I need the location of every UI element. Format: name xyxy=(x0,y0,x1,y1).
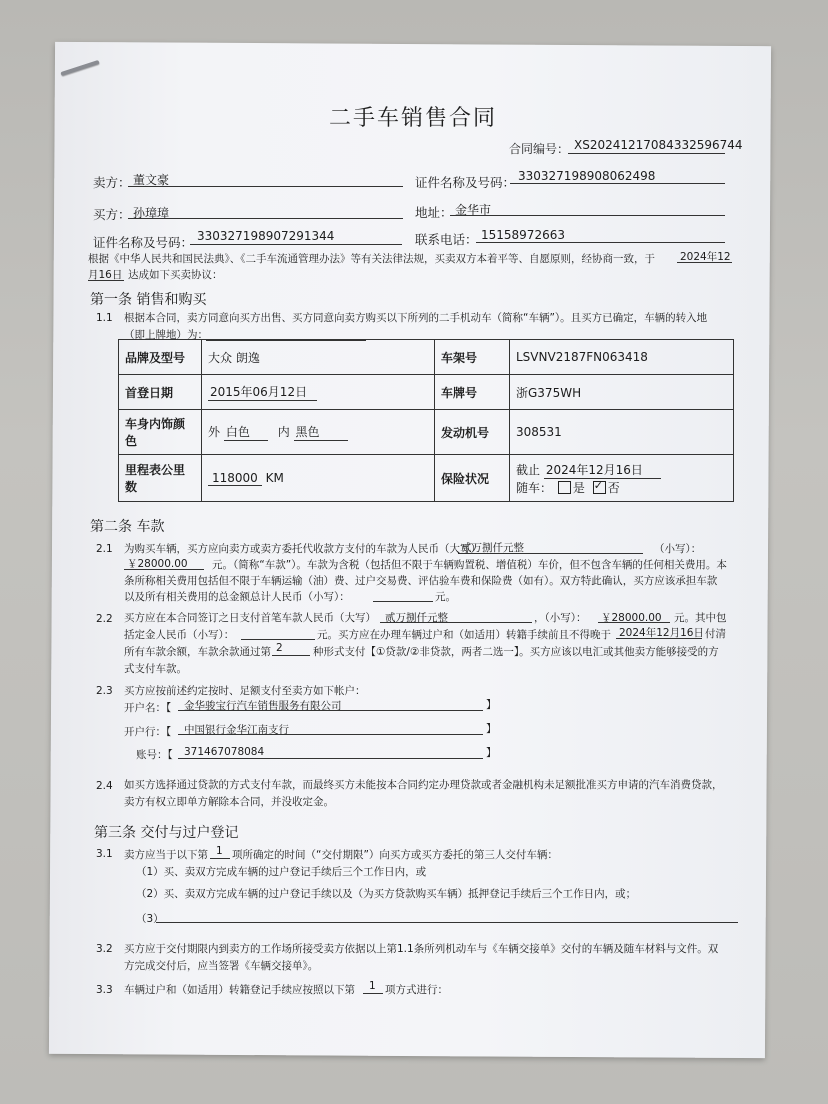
insurance-until-value: 2024年12月16日 xyxy=(544,461,661,479)
color-in-prefix: 内 xyxy=(277,425,290,439)
account-no: 371467078084 xyxy=(184,746,265,758)
clause-2-1-lower: ￥28000.00 xyxy=(127,558,188,570)
buyer-name: 孙璋璋 xyxy=(133,206,170,220)
insurance-label: 保险状况 xyxy=(435,455,510,502)
plate-value: 浙G375WH xyxy=(510,375,734,410)
account-name: 金华骏宝行汽车销售服务有限公司 xyxy=(184,700,342,712)
clause-2-2-line1c: 元。其中包 xyxy=(674,612,727,624)
preamble-date-2: 月16日 xyxy=(88,269,123,281)
clause-1-1-number: 1.1 xyxy=(96,312,113,324)
buyer-id-label: 证件名称及号码： xyxy=(93,235,194,250)
mileage-cell xyxy=(202,455,435,502)
color-out-value: 白色 xyxy=(224,423,268,441)
insurance-cell xyxy=(510,455,734,502)
clause-3-1-number: 3.1 xyxy=(96,848,113,860)
account-name-label: 开户名：【 xyxy=(124,702,172,714)
clause-2-1-line4b: 元。 xyxy=(435,591,456,603)
clause-3-1-line1b: 项所确定的时间（“交付期限”）向买方或买方委托的第三人交付车辆： xyxy=(232,849,558,861)
clause-2-2-method: 2 xyxy=(276,642,283,654)
buyer-label: 买方： xyxy=(93,207,131,222)
clause-3-2-number: 3.2 xyxy=(96,943,113,955)
article-3-heading: 第三条 交付与过户登记 xyxy=(94,825,239,841)
color-cell xyxy=(202,410,435,455)
preamble-line2: 达成如下买卖协议： xyxy=(128,269,223,281)
clause-2-4-line2: 卖方有权立即单方解除本合同，并没收定金。 xyxy=(124,796,334,808)
clause-3-3-number: 3.3 xyxy=(96,984,113,996)
yes-label: 是 xyxy=(572,480,585,495)
clause-1-1-line2: （即上牌地）为： xyxy=(124,329,208,341)
buyer-phone-label: 联系电话： xyxy=(415,232,478,247)
clause-2-2-date: 2024年12月16日 xyxy=(619,627,704,639)
clause-3-1-option2: （2）买、卖双方完成车辆的过户登记手续以及（为买方贷款购买车辆）抵押登记手续后三个工作日内，或； xyxy=(136,888,637,900)
mileage-unit: KM xyxy=(265,470,284,485)
clause-3-1-item: 1 xyxy=(216,845,223,857)
clause-2-2-lower: ￥28000.00 xyxy=(601,612,662,624)
with-car-label: 随车： xyxy=(516,480,553,495)
insurance-until-label: 截止 xyxy=(516,462,541,477)
reg-date-cell xyxy=(202,375,435,410)
mileage-value: 118000 xyxy=(208,471,262,486)
clause-3-2-line1: 买方应于交付期限内到卖方的工作场所接受卖方依据以上第1.1条所列机动车与《车辆交接单》交付的车辆及随车材料与文件。双 xyxy=(124,943,719,955)
contract-no-value: XS20241217084332596744 xyxy=(574,138,743,152)
clause-2-1-upper: 贰万捌仟元整 xyxy=(461,542,524,554)
clause-2-4-line1: 如买方选择通过贷款的方式支付车款，而最终买方未能按本合同约定办理贷款或者金融机构未足额批准买方申请的汽车消费贷款， xyxy=(124,779,723,791)
contract-no-label: 合同编号： xyxy=(509,142,570,156)
clause-3-3-item: 1 xyxy=(369,980,376,992)
reg-date-value: 2015年06月12日 xyxy=(208,383,317,401)
clause-3-1-line1a: 卖方应当于以下第 xyxy=(124,849,208,861)
seller-id: 330327198908062498 xyxy=(518,169,656,183)
clause-2-2-line4: 式支付车款。 xyxy=(124,663,187,675)
bank-label: 开户行：【 xyxy=(124,726,172,738)
seller-name: 董文豪 xyxy=(133,173,170,187)
clause-2-2-line2c: 付清 xyxy=(705,628,726,640)
engine-label: 发动机号 xyxy=(435,410,510,455)
clause-2-2-line3a: 所有车款余额，车款余款通过第 xyxy=(124,646,271,658)
clause-2-1-line4a: 以及所有相关费用的总金额总计人民币（小写）： xyxy=(124,591,350,603)
clause-2-2-upper: 贰万捌仟元整 xyxy=(385,612,448,624)
bank-close: 】 xyxy=(486,723,497,735)
buyer-phone: 15158972663 xyxy=(481,228,565,242)
clause-2-4-number: 2.4 xyxy=(96,780,113,792)
buyer-addr-label: 地址： xyxy=(415,205,453,220)
account-name-close: 】 xyxy=(486,699,497,711)
vehicle-info-table xyxy=(118,339,734,502)
seller-label: 卖方： xyxy=(93,175,131,190)
clause-2-1-line2: 元。（简称“车款”）。车款为含税（包括但不限于车辆购置税、增值税）车价，但不包含车辆的任何相关费用。本 xyxy=(212,559,727,571)
engine-value: 308531 xyxy=(510,410,734,455)
clause-3-2-line2: 方完成交付后，应当签署《车辆交接单》。 xyxy=(124,960,319,972)
clause-2-2-line1b: ，（小写）： xyxy=(534,612,587,624)
no-label: 否 xyxy=(607,480,620,495)
buyer-addr: 金华市 xyxy=(455,203,492,217)
plate-label: 车牌号 xyxy=(435,375,510,410)
clause-2-2-line1a: 买方应在本合同签订之日支付首笔车款人民币（大写） xyxy=(124,612,376,624)
brand-value: 大众 朗逸 xyxy=(202,340,435,375)
clause-2-2-line3b: 种形式支付【①贷款/②非贷款，两者二选一】。买方应该以电汇或其他卖方能够接受的方 xyxy=(313,646,719,658)
article-1-heading: 第一条 销售和购买 xyxy=(90,292,207,308)
color-in-value: 黑色 xyxy=(294,423,348,441)
clause-3-1-option3: （3） xyxy=(136,913,164,925)
article-2-heading: 第二条 车款 xyxy=(90,519,165,535)
seller-id-label: 证件名称及号码： xyxy=(415,175,516,190)
clause-2-3-line1: 买方应按前述约定按时、足额支付至卖方如下帐户： xyxy=(124,685,366,697)
clause-2-2-line2b: 元。买方应在办理车辆过户和（如适用）转籍手续前且不得晚于 xyxy=(317,629,611,641)
color-label: 车身内饰颜色 xyxy=(119,410,202,455)
preamble-date-1: 2024年12 xyxy=(680,251,731,263)
contract-title: 二手车销售合同 xyxy=(329,106,498,131)
yes-checkbox[interactable] xyxy=(558,481,571,494)
vin-value: LSVNV2187FN063418 xyxy=(510,340,734,375)
clause-2-2-number: 2.2 xyxy=(96,613,113,625)
clause-1-1-line1: 根据本合同，卖方同意向买方出售、买方同意向卖方购买以下所列的二手机动车（简称“车辆”）。且买方已确定，车辆的转入地 xyxy=(124,312,708,324)
color-out-prefix: 外 xyxy=(208,425,221,439)
brand-label: 品牌及型号 xyxy=(119,340,202,375)
clause-2-1-line1b: （小写）： xyxy=(654,543,702,555)
clause-3-3-line1a: 车辆过户和（如适用）转籍登记手续应按照以下第 xyxy=(124,984,355,996)
clause-2-1-number: 2.1 xyxy=(96,543,113,555)
reg-date-label: 首登日期 xyxy=(119,375,202,410)
preamble-line1: 根据《中华人民共和国民法典》、《二手车流通管理办法》等有关法律法规，买卖双方本着平等、自愿原则，经协商一致，于 xyxy=(88,253,655,265)
buyer-id: 330327198907291344 xyxy=(197,229,335,243)
bank-name: 中国银行金华江南支行 xyxy=(184,724,289,736)
no-checkbox-checked[interactable] xyxy=(593,481,606,494)
contract-no-underline xyxy=(568,153,725,154)
clause-2-1-line1a: 为购买车辆，买方应向卖方或卖方委托代收款方支付的车款为人民币（大写） xyxy=(124,543,481,555)
clause-2-2-line2a: 括定金人民币（小写）： xyxy=(124,629,235,641)
clause-2-1-line3: 条所称相关费用包括但不限于车辆运输（油）费、过户交易费、评估验车费和保险费（如有）。双方特此确认，买方应该承担车款 xyxy=(124,575,718,587)
account-no-label: 账号：【 xyxy=(136,749,173,761)
mileage-label: 里程表公里数 xyxy=(119,455,202,502)
vin-label: 车架号 xyxy=(435,340,510,375)
clause-3-1-option1: （1）买、卖双方完成车辆的过户登记手续后三个工作日内，或 xyxy=(136,866,427,878)
account-no-close: 】 xyxy=(486,747,497,759)
clause-3-3-line1b: 项方式进行： xyxy=(385,984,448,996)
clause-2-3-number: 2.3 xyxy=(96,685,113,697)
